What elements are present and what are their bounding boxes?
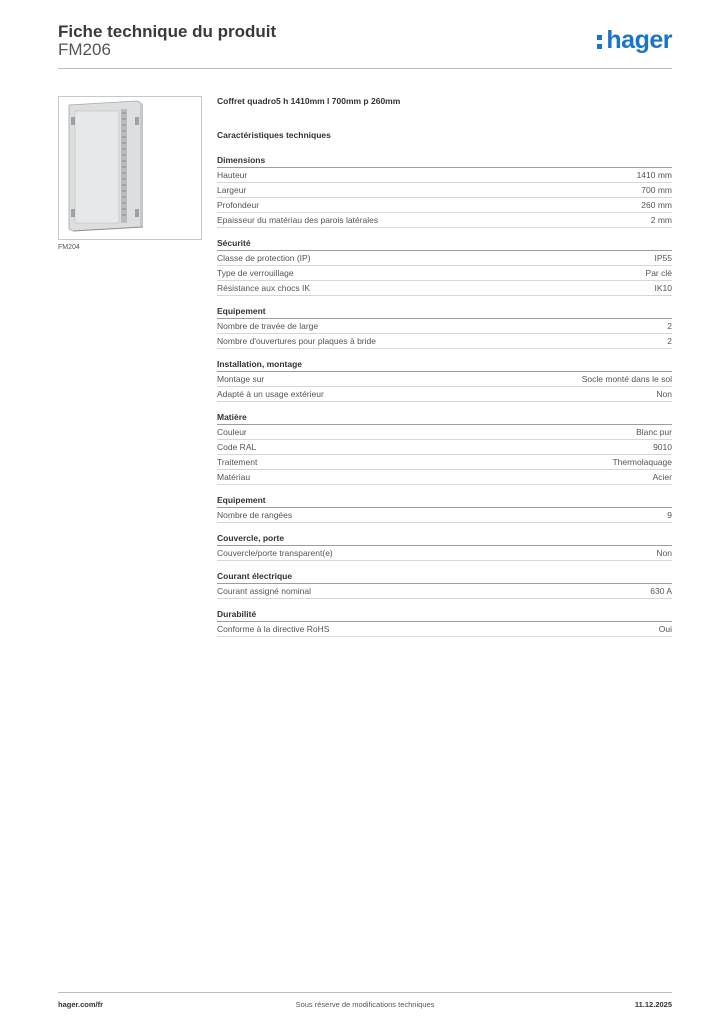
- spec-row: [217, 213, 672, 228]
- spec-row: [217, 546, 672, 561]
- spec-value: 2: [667, 321, 672, 331]
- spec-value: Thermolaquage: [612, 457, 672, 467]
- spec-value: 2 mm: [650, 215, 672, 225]
- section-title: Equipement: [217, 494, 672, 508]
- spec-row: [217, 455, 672, 470]
- spec-row: [217, 622, 672, 637]
- spec-label: Type de verrouillage: [217, 268, 294, 278]
- spec-section: [217, 237, 672, 296]
- spec-row: [217, 425, 672, 440]
- spec-value: 9010: [653, 442, 672, 452]
- enclosure-illustration: [59, 97, 201, 239]
- spec-row: [217, 508, 672, 523]
- spec-label: Largeur: [217, 185, 247, 195]
- page-title: Fiche technique du produit: [58, 22, 277, 41]
- spec-value: 1410 mm: [636, 170, 672, 180]
- spec-row: [217, 281, 672, 296]
- spec-row: [217, 440, 672, 455]
- product-image: [58, 96, 202, 240]
- spec-label: Couleur: [217, 427, 247, 437]
- spec-value: IK10: [654, 283, 672, 293]
- spec-label: Profondeur: [217, 200, 260, 210]
- spec-label: Matériau: [217, 472, 251, 482]
- spec-label: Nombre de travée de large: [217, 321, 319, 331]
- hager-logo: [597, 26, 672, 55]
- product-reference: FM206: [58, 40, 111, 59]
- spec-row: [217, 168, 672, 183]
- spec-row: [217, 251, 672, 266]
- spec-label: Nombre d'ouvertures pour plaques à bride: [217, 336, 376, 346]
- spec-row: [217, 387, 672, 402]
- spec-label: Courant assigné nominal: [217, 586, 312, 596]
- image-caption: FM204: [58, 244, 80, 251]
- section-title: Matière: [217, 411, 672, 425]
- section-title: Sécurité: [217, 237, 672, 251]
- product-title: Coffret quadro5 h 1410mm l 700mm p 260mm: [217, 96, 401, 106]
- spec-row: [217, 470, 672, 485]
- spec-label: Couvercle/porte transparent(e): [217, 548, 333, 558]
- spec-row: [217, 584, 672, 599]
- spec-value: Non: [656, 548, 672, 558]
- characteristics-heading: Caractéristiques techniques: [217, 130, 331, 140]
- spec-section: [217, 358, 672, 402]
- section-title: Installation, montage: [217, 358, 672, 372]
- footer-disclaimer: Sous réserve de modifications techniques: [295, 1000, 435, 1009]
- spec-row: [217, 266, 672, 281]
- spec-label: Hauteur: [217, 170, 248, 180]
- brand-name: hager: [606, 26, 672, 54]
- spec-section: [217, 494, 672, 523]
- spec-value: 630 A: [650, 586, 672, 596]
- spec-row: [217, 319, 672, 334]
- spec-label: Traitement: [217, 457, 258, 467]
- spec-value: 260 mm: [641, 200, 672, 210]
- spec-value: 700 mm: [641, 185, 672, 195]
- spec-section: [217, 532, 672, 561]
- spec-row: [217, 372, 672, 387]
- section-title: Durabilité: [217, 608, 672, 622]
- spec-value: Oui: [658, 624, 672, 634]
- footer-website-link[interactable]: hager.com/fr: [58, 1000, 104, 1009]
- section-title: Courant électrique: [217, 570, 672, 584]
- spec-section: [217, 570, 672, 599]
- spec-value: 9: [667, 510, 672, 520]
- page-header: [58, 22, 672, 69]
- spec-value: Non: [656, 389, 672, 399]
- spec-row: [217, 334, 672, 349]
- spec-label: Code RAL: [217, 442, 257, 452]
- section-title: Couvercle, porte: [217, 532, 672, 546]
- spec-section: [217, 305, 672, 349]
- spec-label: Nombre de rangées: [217, 510, 293, 520]
- spec-label: Adapté à un usage extérieur: [217, 389, 324, 399]
- logo-dots-icon: [597, 32, 603, 50]
- spec-value: Par clé: [645, 268, 672, 278]
- spec-label: Conforme à la directive RoHS: [217, 624, 330, 634]
- spec-section: [217, 411, 672, 485]
- spec-label: Classe de protection (IP): [217, 253, 311, 263]
- spec-section: [217, 608, 672, 637]
- spec-row: [217, 183, 672, 198]
- footer-date: 11.12.2025: [634, 1000, 672, 1009]
- page-footer: [58, 992, 672, 1012]
- spec-value: 2: [667, 336, 672, 346]
- spec-label: Epaisseur du matériau des parois latérales: [217, 215, 379, 225]
- spec-value: Socle monté dans le sol: [581, 374, 672, 384]
- spec-sections: [217, 154, 672, 637]
- spec-label: Résistance aux chocs IK: [217, 283, 311, 293]
- spec-value: Blanc pur: [636, 427, 672, 437]
- spec-value: IP55: [654, 253, 672, 263]
- spec-label: Montage sur: [217, 374, 265, 384]
- spec-row: [217, 198, 672, 213]
- section-title: Equipement: [217, 305, 672, 319]
- spec-value: Acier: [652, 472, 672, 482]
- spec-section: [217, 154, 672, 228]
- section-title: Dimensions: [217, 154, 672, 168]
- spec-content: [217, 96, 672, 646]
